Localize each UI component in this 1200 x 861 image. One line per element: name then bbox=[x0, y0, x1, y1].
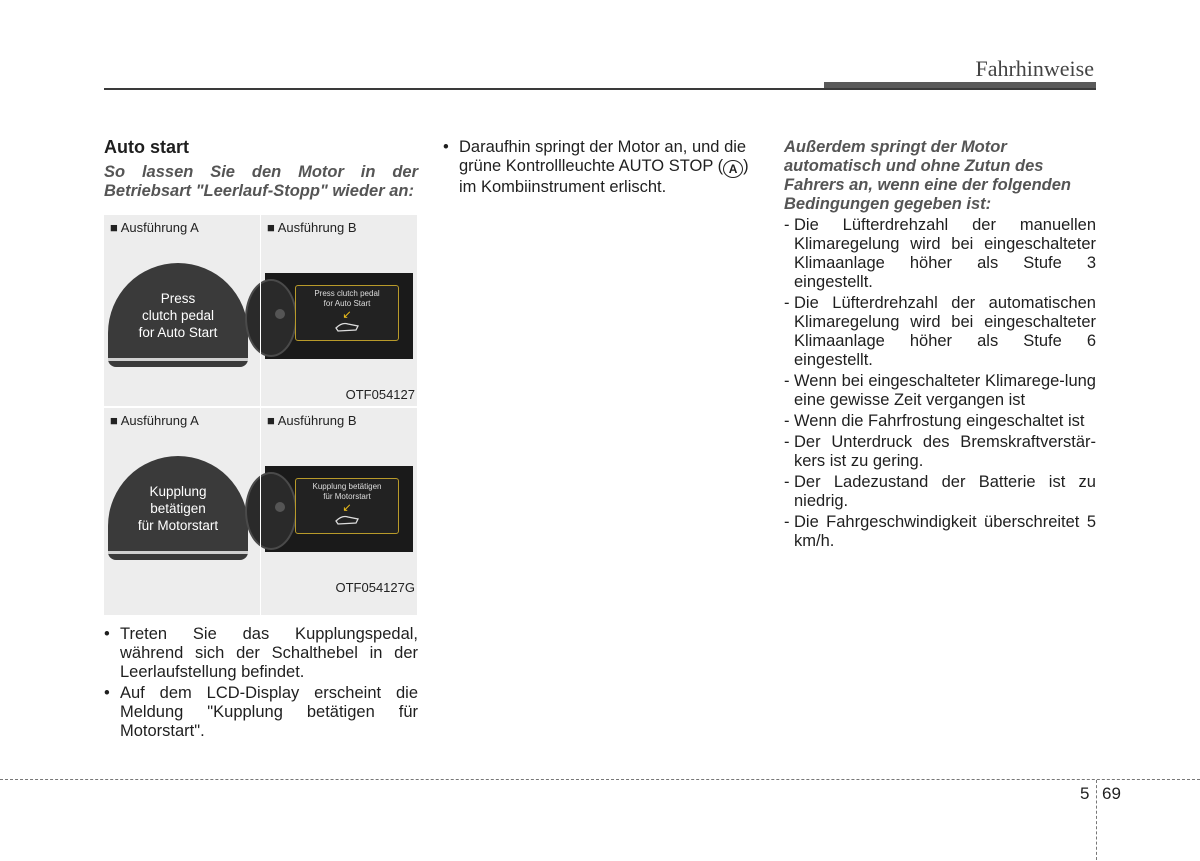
arrow-icon: ↙ bbox=[342, 502, 352, 514]
column-left bbox=[104, 138, 418, 743]
dial-stripe bbox=[108, 358, 248, 361]
clutch-pedal-icon bbox=[334, 320, 360, 332]
header-title: Fahrhinweise bbox=[975, 56, 1094, 81]
figure2-variant-a bbox=[104, 408, 260, 599]
auto-stop-icon: A bbox=[723, 160, 743, 178]
figure1-variant-a bbox=[104, 215, 260, 406]
dial-text-line: for Auto Start bbox=[138, 324, 218, 340]
figure1-dial-display bbox=[108, 263, 248, 367]
lcd-text-line: für Motorstart bbox=[323, 491, 371, 501]
figure1-label-b: ■ Ausführung B bbox=[267, 220, 357, 235]
list-item: - Die Fahrgeschwindigkeit überschreitet 5 km/h. bbox=[784, 513, 1096, 551]
lcd-text-line: Kupplung betätigen bbox=[312, 482, 382, 491]
dial-text-line: Kupplung bbox=[149, 483, 207, 499]
footer-divider bbox=[1096, 780, 1097, 860]
list-item: • Auf dem LCD-Display erscheint die Meldung "Kupplung betätigen für Motorstart". bbox=[104, 684, 418, 741]
page-number: 69 bbox=[1102, 784, 1121, 803]
figure-divider-horizontal bbox=[104, 406, 417, 408]
instruction-list bbox=[104, 625, 418, 741]
clutch-pedal-icon bbox=[334, 513, 360, 525]
gauge-icon bbox=[245, 472, 297, 550]
section-subtitle bbox=[104, 163, 418, 201]
dial-stripe bbox=[108, 551, 248, 554]
figure1-label-a: ■ Ausführung A bbox=[110, 220, 199, 235]
conditions-heading: Außerdem springt der Motor automatisch und ohne Zutun des Fahrers an, wenn eine der folgenden Bedingungen gegeben ist: bbox=[784, 138, 1071, 213]
list-item: - Die Lüfterdrehzahl der manuellen Klimaregelung wird bei eingeschalteter Klimaanlage höher als Stufe 3 eingestellt. bbox=[784, 216, 1096, 292]
dial-text-line: für Motorstart bbox=[137, 517, 219, 533]
list-item: - Der Ladezustand der Batterie ist zu niedrig. bbox=[784, 473, 1096, 511]
dial-text-line: Press bbox=[160, 290, 196, 306]
figure-divider-vertical bbox=[260, 215, 261, 615]
conditions-list bbox=[784, 216, 1096, 551]
list-item: - Wenn die Fahrfrostung eingeschaltet ist bbox=[784, 412, 1096, 431]
subtitle-line-1: So lassen Sie den Motor in der bbox=[104, 163, 418, 181]
arrow-icon: ↙ bbox=[342, 309, 352, 321]
chapter-number: 5 bbox=[1080, 784, 1090, 803]
figure2-lcd-screen bbox=[295, 478, 399, 534]
list-item: - Die Lüfterdrehzahl der automatischen Klimaregelung wird bei eingeschalteter Klimaanlage höher als Stufe 6 eingestellt. bbox=[784, 294, 1096, 370]
figure1-cluster bbox=[265, 273, 413, 359]
lcd-text-line: for Auto Start bbox=[323, 298, 371, 308]
figure2-variant-b bbox=[261, 408, 417, 599]
figure2-label-a: ■ Ausführung A bbox=[110, 413, 199, 428]
header-rule bbox=[104, 88, 1096, 90]
figure2-dial-display bbox=[108, 456, 248, 560]
footer-rule bbox=[0, 779, 1200, 780]
knob-icon bbox=[275, 309, 285, 319]
column-right bbox=[784, 138, 1096, 553]
figure2-code: OTF054127G bbox=[335, 580, 415, 595]
result-text-a: Daraufhin springt der Motor an, und die grüne Kontrollleuchte AUTO STOP ( bbox=[459, 138, 747, 175]
list-item bbox=[443, 138, 757, 197]
column-middle bbox=[443, 138, 757, 199]
figure2-cluster bbox=[265, 466, 413, 552]
illustration-figure bbox=[104, 215, 417, 615]
list-item: - Wenn bei eingeschalteter Klimarege-lung eine gewisse Zeit vergangen ist bbox=[784, 372, 1096, 410]
figure1-variant-b bbox=[261, 215, 417, 406]
result-text-b: ) im Kombiinstrument erlischt. bbox=[459, 157, 749, 196]
gauge-icon bbox=[245, 279, 297, 357]
figure1-lcd-screen bbox=[295, 285, 399, 341]
list-item: - Der Unterdruck des Bremskraftverstär-kers ist zu gering. bbox=[784, 433, 1096, 471]
section-heading: Auto start bbox=[104, 137, 189, 157]
lcd-text-line: Press clutch pedal bbox=[314, 289, 380, 298]
dial-text-line: clutch pedal bbox=[141, 307, 215, 323]
figure1-code: OTF054127 bbox=[345, 387, 415, 402]
list-item: • Treten Sie das Kupplungspedal, während sich der Schalthebel in der Leerlaufstellung befindet. bbox=[104, 625, 418, 682]
subtitle-line-2: Betriebsart "Leerlauf-Stopp" wieder an: bbox=[104, 182, 414, 200]
figure2-label-b: ■ Ausführung B bbox=[267, 413, 357, 428]
result-list bbox=[443, 138, 757, 197]
knob-icon bbox=[275, 502, 285, 512]
dial-text-line: betätigen bbox=[150, 500, 206, 516]
